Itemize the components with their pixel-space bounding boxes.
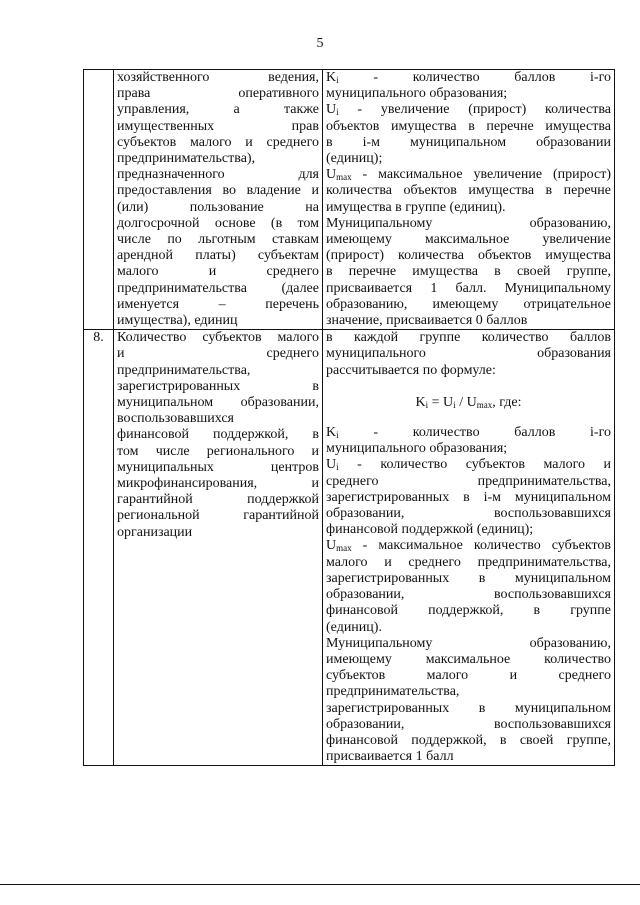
k-definition-symbol: K bbox=[326, 70, 337, 85]
umax-definition-subscript: max bbox=[336, 543, 352, 554]
text-line: Количество субъектов малого bbox=[117, 330, 319, 346]
umax-definition-line: финансовой поддержкой, в группе bbox=[326, 603, 611, 619]
text-line: (прирост) количества объектов имущества bbox=[326, 248, 611, 264]
text-line: микрофинансирования, и bbox=[117, 476, 319, 492]
umax-definition-line: зарегистрированных в муниципальном bbox=[326, 570, 611, 586]
umax-definition-text: - максимальное количество субъектов bbox=[351, 538, 611, 554]
row-number: 8. bbox=[84, 330, 114, 766]
indicator-description bbox=[323, 330, 615, 766]
indicator-name bbox=[114, 330, 323, 766]
u-definition-line: среднего предпринимательства, bbox=[326, 473, 611, 489]
k-definition-symbol: K bbox=[326, 425, 337, 441]
umax-definition-line: (единиц). bbox=[326, 619, 382, 635]
k-definition-line bbox=[326, 425, 611, 441]
text-line: в каждой группе количество баллов bbox=[326, 330, 611, 346]
formula-tail: , где: bbox=[492, 394, 522, 410]
text-line: субъектов малого и среднего bbox=[117, 134, 319, 150]
text-line: арендной платы) субъектам bbox=[117, 248, 319, 264]
text-line: воспользовавшихся bbox=[117, 411, 234, 427]
text-line: присваивается 1 балл. Муниципальному bbox=[326, 280, 611, 296]
text-line: предпринимательства, bbox=[326, 684, 460, 700]
umax-definition-symbol: U bbox=[326, 167, 337, 183]
text-line: зарегистрированных в bbox=[117, 378, 319, 394]
text-line: образованию, имеющему отрицательное bbox=[326, 296, 611, 312]
umax-definition-line: образовании, воспользовавшихся bbox=[326, 587, 611, 603]
formula-k-sub: i bbox=[425, 399, 429, 410]
row-number bbox=[84, 70, 114, 330]
table-row bbox=[84, 70, 615, 330]
text-line: предпринимательства), bbox=[117, 151, 256, 167]
umax-definition-line bbox=[326, 167, 611, 183]
text-line: малого и среднего bbox=[117, 264, 319, 280]
u-definition-line: (единиц); bbox=[326, 151, 383, 167]
u-definition-symbol: U bbox=[326, 457, 337, 473]
text-line: имеющему максимальное увеличение bbox=[326, 232, 611, 248]
text-line: имущества), единиц bbox=[117, 313, 238, 329]
text-line: имущественных прав bbox=[117, 118, 319, 134]
footer-divider bbox=[0, 884, 640, 885]
formula-k: K bbox=[415, 394, 426, 410]
u-definition-line: зарегистрированных в i-м муниципальном bbox=[326, 489, 611, 505]
text-line: организации bbox=[117, 524, 193, 540]
u-definition-text: - количество субъектов малого и bbox=[338, 457, 611, 473]
text-line: финансовой поддержкой, в bbox=[117, 427, 319, 443]
formula-eq: = bbox=[428, 394, 444, 410]
text-line: предпринимательства, bbox=[117, 362, 251, 378]
k-definition-text: - количество баллов i-го bbox=[338, 70, 611, 85]
formula-div: / bbox=[455, 394, 467, 410]
u-definition-line bbox=[326, 457, 611, 473]
umax-definition-text: - максимальное увеличение (прирост) bbox=[351, 167, 611, 183]
text-line: финансовой поддержкой, в своей группе, bbox=[326, 732, 611, 748]
text-line: права оперативного bbox=[117, 86, 319, 102]
text-line: предпринимательства (далее bbox=[117, 280, 319, 296]
u-definition-subscript: i bbox=[336, 107, 339, 118]
text-line: гарантийной поддержкой bbox=[117, 492, 319, 508]
formula-u: U bbox=[443, 394, 454, 410]
k-definition-text: - количество баллов i-го bbox=[338, 425, 611, 441]
umax-definition-line: малого и среднего предпринимательства, bbox=[326, 554, 611, 570]
umax-definition-line: имущества в группе (единиц). bbox=[326, 199, 506, 215]
formula-umax: U bbox=[466, 394, 477, 410]
u-definition-symbol: U bbox=[326, 102, 337, 118]
text-line: в перечне имущества в своей группе, bbox=[326, 264, 611, 280]
text-line: управления, а также bbox=[117, 102, 319, 118]
text-line: том числе регионального и bbox=[117, 443, 319, 459]
umax-definition-subscript: max bbox=[336, 172, 352, 183]
text-line: Муниципальному образованию, bbox=[326, 635, 611, 651]
u-definition-line: образовании, воспользовавшихся bbox=[326, 506, 611, 522]
text-line: долгосрочной основе (в том bbox=[117, 215, 319, 231]
u-definition-line: в i-м муниципальном образовании bbox=[326, 134, 611, 150]
umax-definition-line bbox=[326, 538, 611, 554]
text-line: хозяйственного ведения, bbox=[117, 70, 319, 85]
text-line: Муниципальному образованию, bbox=[326, 215, 611, 231]
umax-definition-line: количества объектов имущества в перечне bbox=[326, 183, 611, 199]
text-line: предоставления во владение и bbox=[117, 183, 319, 199]
table-row bbox=[84, 330, 615, 766]
u-definition-text: - увеличение (прирост) количества bbox=[338, 102, 611, 118]
k-definition-line: муниципального образования; bbox=[326, 86, 508, 102]
text-line: муниципальных центров bbox=[117, 459, 319, 475]
text-line: (или) пользование на bbox=[117, 199, 319, 215]
text-line: муниципального образования bbox=[326, 346, 611, 362]
text-line: муниципальном образовании, bbox=[117, 395, 319, 411]
criteria-table bbox=[83, 69, 615, 766]
page-number: 5 bbox=[316, 36, 324, 51]
u-definition-line: объектов имущества в перечне имущества bbox=[326, 118, 611, 134]
indicator-name bbox=[114, 70, 323, 330]
text-line: рассчитывается по формуле: bbox=[326, 362, 496, 378]
u-definition-subscript: i bbox=[336, 462, 339, 473]
indicator-description bbox=[323, 70, 615, 330]
formula-umax-sub: max bbox=[476, 399, 493, 410]
formula bbox=[326, 395, 611, 411]
u-definition-line: финансовой поддержкой (единиц); bbox=[326, 522, 534, 538]
text-line: именуется – перечень bbox=[117, 296, 319, 312]
umax-definition-symbol: U bbox=[326, 538, 337, 554]
text-line: присваивается 1 балл bbox=[326, 749, 454, 765]
text-line: значение, присваивается 0 баллов bbox=[326, 313, 528, 329]
k-definition-line: муниципального образования; bbox=[326, 441, 508, 457]
text-line: зарегистрированных в муниципальном bbox=[326, 700, 611, 716]
text-line: образовании, воспользовавшихся bbox=[326, 716, 611, 732]
formula-u-sub: i bbox=[453, 399, 456, 410]
u-definition-line bbox=[326, 102, 611, 118]
k-definition-line bbox=[326, 70, 611, 86]
k-definition-subscript: i bbox=[336, 75, 339, 85]
text-line: субъектов малого и среднего bbox=[326, 668, 611, 684]
text-line: и среднего bbox=[117, 346, 319, 362]
text-line: имеющему максимальное количество bbox=[326, 651, 611, 667]
text-line: предназначенного для bbox=[117, 167, 319, 183]
text-line: региональной гарантийной bbox=[117, 508, 319, 524]
text-line: числе по льготным ставкам bbox=[117, 232, 319, 248]
k-definition-subscript: i bbox=[336, 430, 339, 441]
